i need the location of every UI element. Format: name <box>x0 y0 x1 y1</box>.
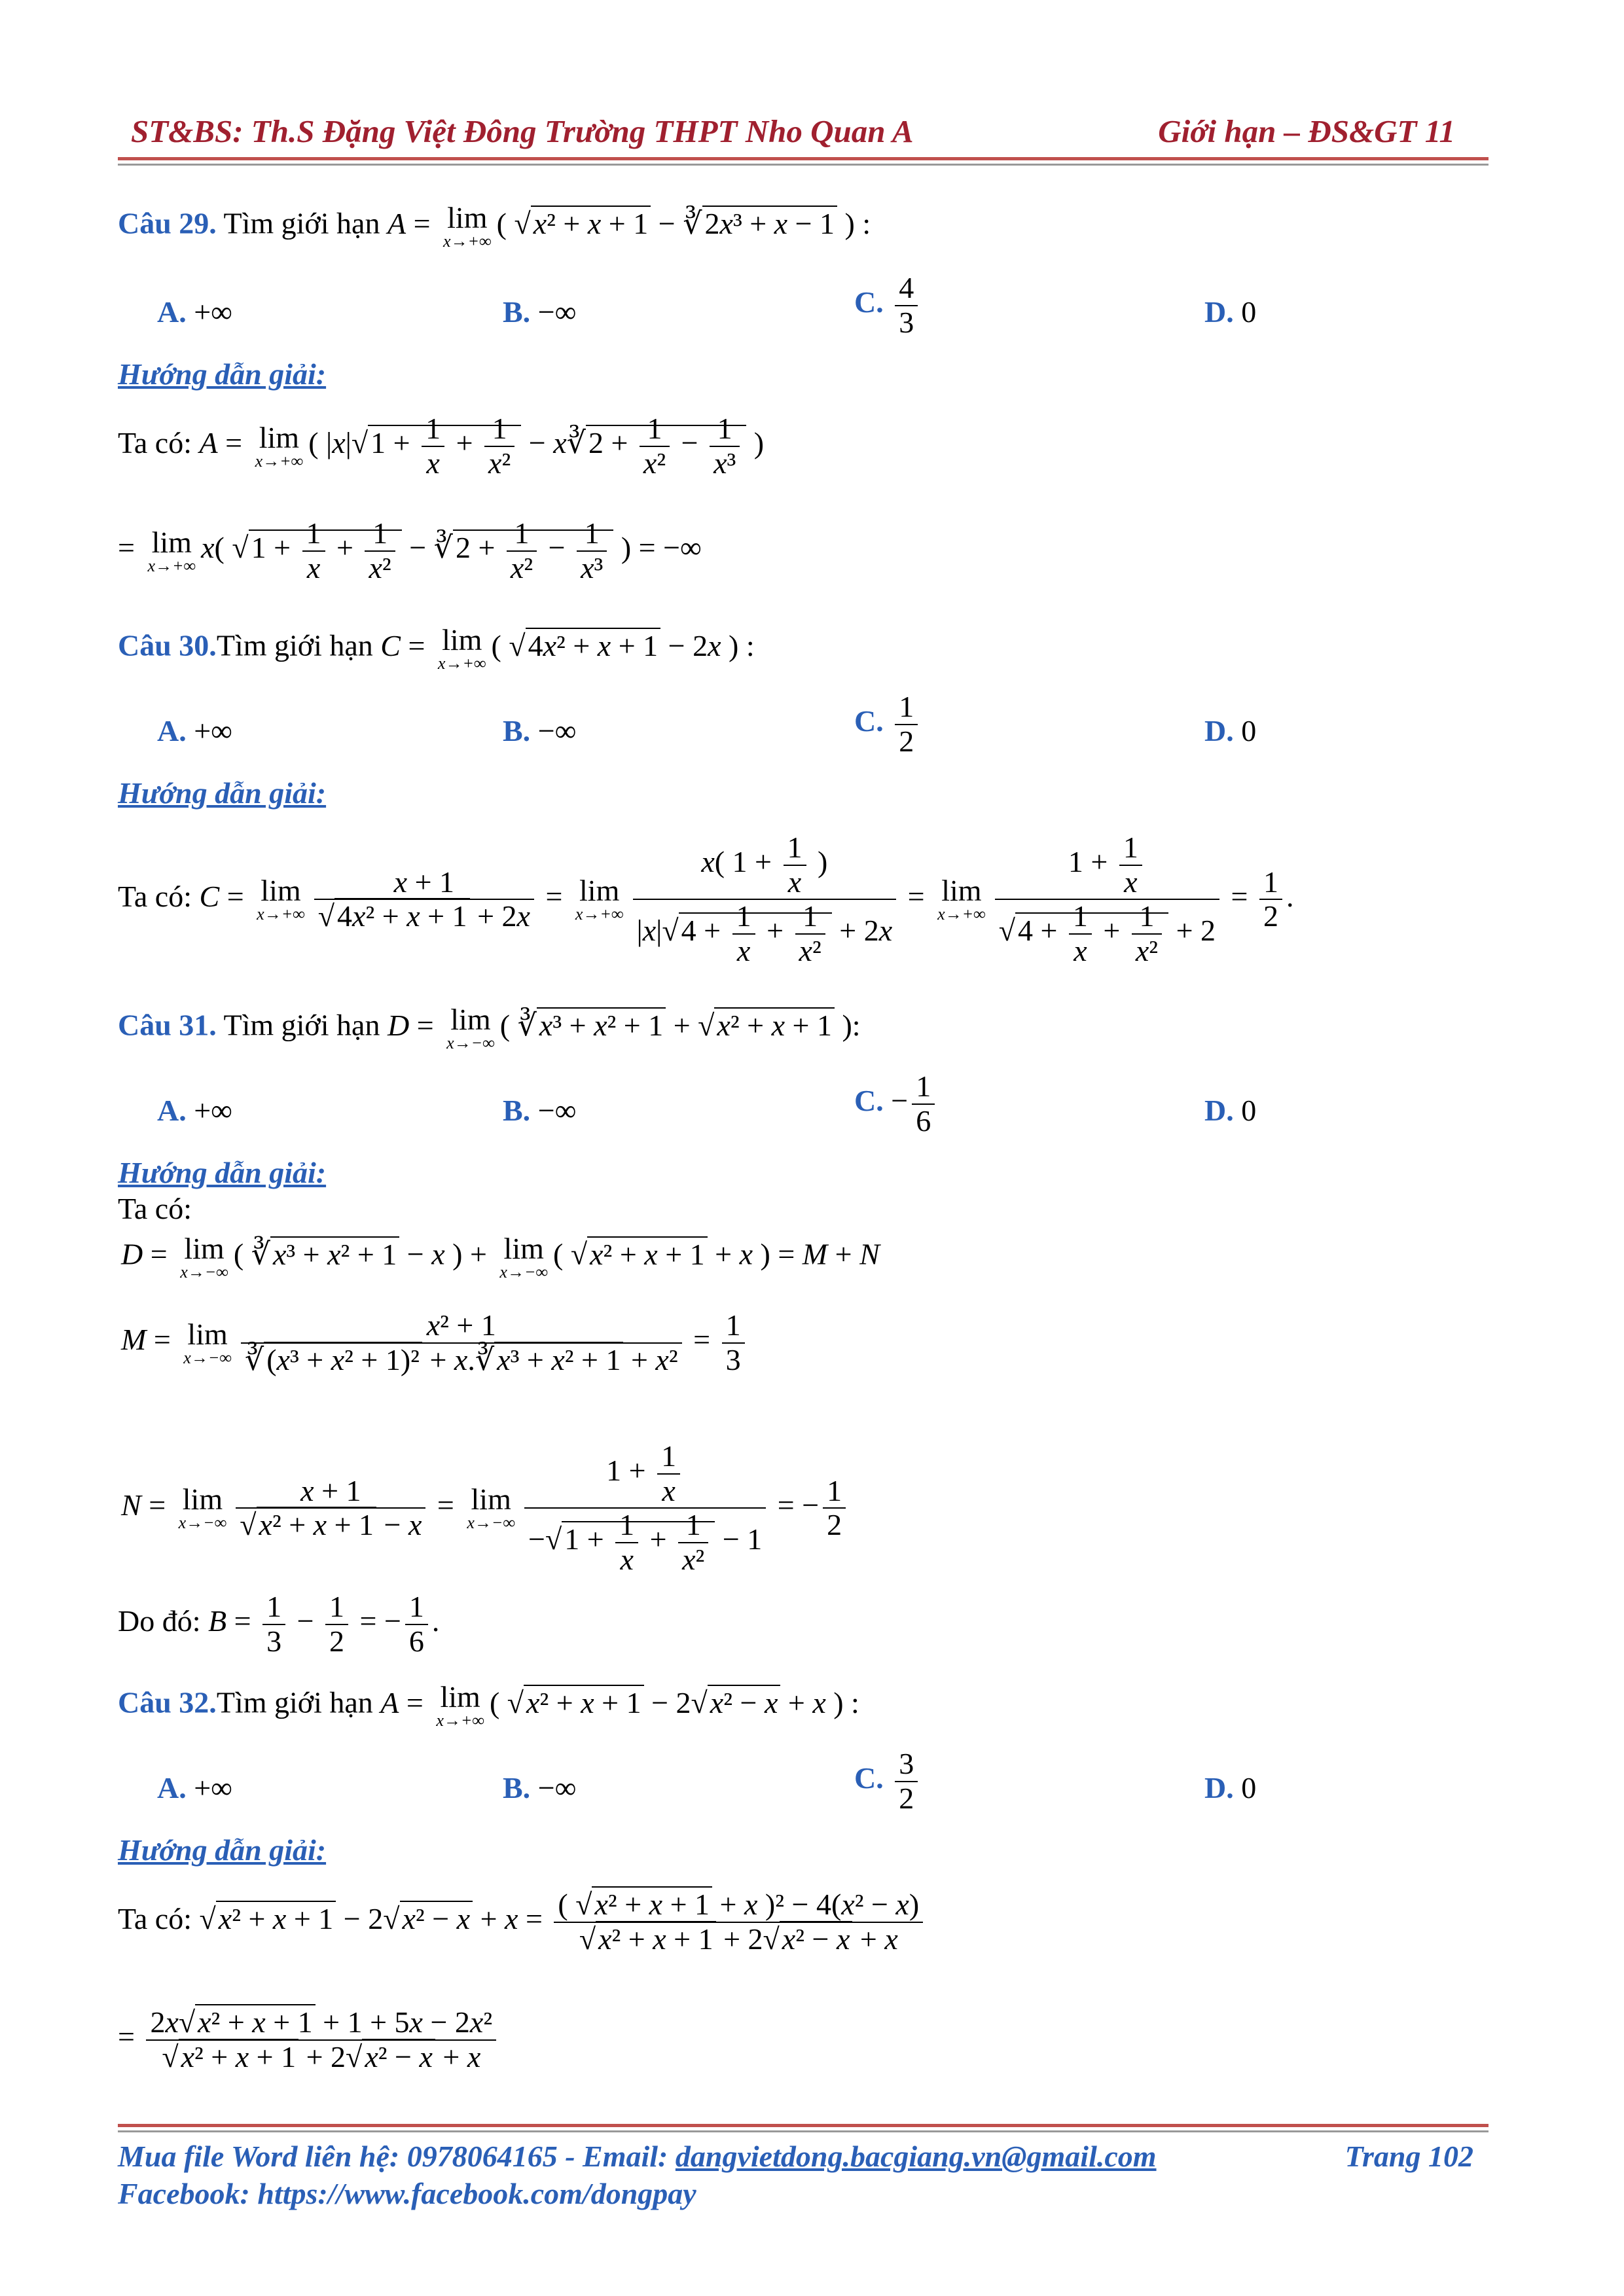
option-a-32[interactable]: A. +∞ <box>157 1771 232 1804</box>
header-rule <box>118 157 1489 160</box>
solution-32-line1: Ta có: √x² + x + 1 − 2√x² − x + x = $\frac{\text{( √x² + x + 1 + x )² − 4(x² − x)}}{\text{√x² + x + 1 + 2√x² − x + x}}$ <box>118 1888 927 1956</box>
option-d-30[interactable]: D. 0 <box>1204 714 1257 747</box>
solution-30: Ta có: C = lim x→+∞ $\frac{x + 1}{\text{√4x² + x + 1 + 2x}}$ = lim x→+∞ x( 1 + $\frac{1}{x}$ ) |x|√4 + $\frac{1}{x}$ + $\frac{1}{\text{x²}}$ + 2x = lim x→+∞ 1 + $\frac{1}{x}$ √4 + $\frac{1}{x}$ + $\frac{1}{\text{x²}}$ + 2 = $\frac{1}{2}$ . <box>118 831 1294 967</box>
option-b-32[interactable]: B. −∞ <box>503 1771 577 1804</box>
question-29: Câu 29. Tìm giới hạn A = lim x→+∞ ( √x² + x + 1 − ∛2x³ + x − 1 ) : <box>118 201 871 251</box>
header-rule-grey <box>118 164 1489 166</box>
option-d-29[interactable]: D. 0 <box>1204 295 1257 329</box>
header-chapter: Giới hạn – ĐS&GT 11 <box>1158 113 1455 149</box>
solution-31-taco: Ta có: <box>118 1192 192 1225</box>
option-b-29[interactable]: B. −∞ <box>503 295 577 329</box>
page-number: Trang 102 <box>1344 2140 1473 2173</box>
facebook-link[interactable]: Facebook: https://www.facebook.com/dongpay <box>118 2177 696 2210</box>
option-a-31[interactable]: A. +∞ <box>157 1094 232 1127</box>
option-d-31[interactable]: D. 0 <box>1204 1094 1257 1127</box>
option-b-31[interactable]: B. −∞ <box>503 1094 577 1127</box>
solution-heading-32: Hướng dẫn giải: <box>118 1833 327 1867</box>
solution-32-line2: = $\frac{\text{2x√x² + x + 1 + 1 + 5x − 2x²}}{\text{√x² + x + 1 + 2√x² − x + x}}$ <box>118 2006 500 2073</box>
email-link[interactable]: dangvietdong.bacgiang.vn@gmail.com <box>675 2140 1157 2173</box>
option-c-32[interactable]: C. $\frac{3}{2}$ <box>854 1748 922 1815</box>
question-32: Câu 32.Tìm giới hạn A = lim x→+∞ ( √x² + x + 1 − 2√x² − x + x ) : <box>118 1680 859 1730</box>
solution-31-line1: D = lim x→−∞ ( ∛x³ + x² + 1 − x ) + lim x→−∞ ( √x² + x + 1 + x ) = M + N <box>121 1232 880 1282</box>
option-b-30[interactable]: B. −∞ <box>503 714 577 747</box>
option-c-30[interactable]: C. $\frac{1}{2}$ <box>854 691 922 758</box>
solution-heading-31: Hướng dẫn giải: <box>118 1156 327 1189</box>
solution-heading-30: Hướng dẫn giải: <box>118 776 327 810</box>
question-30: Câu 30.Tìm giới hạn C = lim x→+∞ ( √4x² + x + 1 − 2x ) : <box>118 623 755 673</box>
footer-contact: Mua file Word liên hệ: 0978064165 - Email: dangvietdong.bacgiang.vn@gmail.com <box>118 2140 1157 2173</box>
solution-31-conclusion: Do đó: B = $\frac{1}{3}$ − $\frac{1}{2}$ = − $\frac{1}{6}$ . <box>118 1590 440 1658</box>
solution-31-n: N = lim x→−∞ $\frac{x + 1}{\text{√x² + x + 1 − x}}$ = lim x→−∞ 1 + $\frac{1}{x}$ −√1 + $\frac{1}{x}$ + $\frac{1}{\text{x²}}$ − 1 = − $\frac{1}{2}$ <box>121 1440 850 1576</box>
option-c-31[interactable]: C. − $\frac{1}{6}$ <box>854 1070 939 1138</box>
footer-rule-grey <box>118 2130 1489 2132</box>
solution-31-m: M = lim x→−∞ $\frac{\text{x² + 1}}{\text{∛(x³ + x² + 1)² + x.∛x³ + x² + 1 + x²}}$ = $\frac{1}{3}$ <box>121 1309 749 1376</box>
solution-heading-29: Hướng dẫn giải: <box>118 357 327 391</box>
header-author: ST&BS: Th.S Đặng Việt Đông Trường THPT Nho Quan A <box>131 113 914 149</box>
solution-29-line1: Ta có: A = lim x→+∞ ( |x|√1 + $\frac{1}{x}$ + $\frac{1}{\text{x²}}$ − x∛2 + $\frac{1}{\text{x²}}$ − $\frac{1}{\text{x³}}$ ) <box>118 412 765 480</box>
question-31: Câu 31. Tìm giới hạn D = lim x→−∞ ( ∛x³ + x² + 1 + √x² + x + 1 ): <box>118 1003 861 1052</box>
solution-29-line2: = lim x→+∞ x( √1 + $\frac{1}{x}$ + $\frac{1}{\text{x²}}$ − ∛2 + $\frac{1}{\text{x²}}$ − $\frac{1}{\text{x³}}$ ) = −∞ <box>118 516 702 584</box>
option-a-30[interactable]: A. +∞ <box>157 714 232 747</box>
option-d-32[interactable]: D. 0 <box>1204 1771 1257 1804</box>
option-a-29[interactable]: A. +∞ <box>157 295 232 329</box>
option-c-29[interactable]: C. $\frac{4}{3}$ <box>854 272 922 339</box>
footer-rule <box>118 2124 1489 2127</box>
